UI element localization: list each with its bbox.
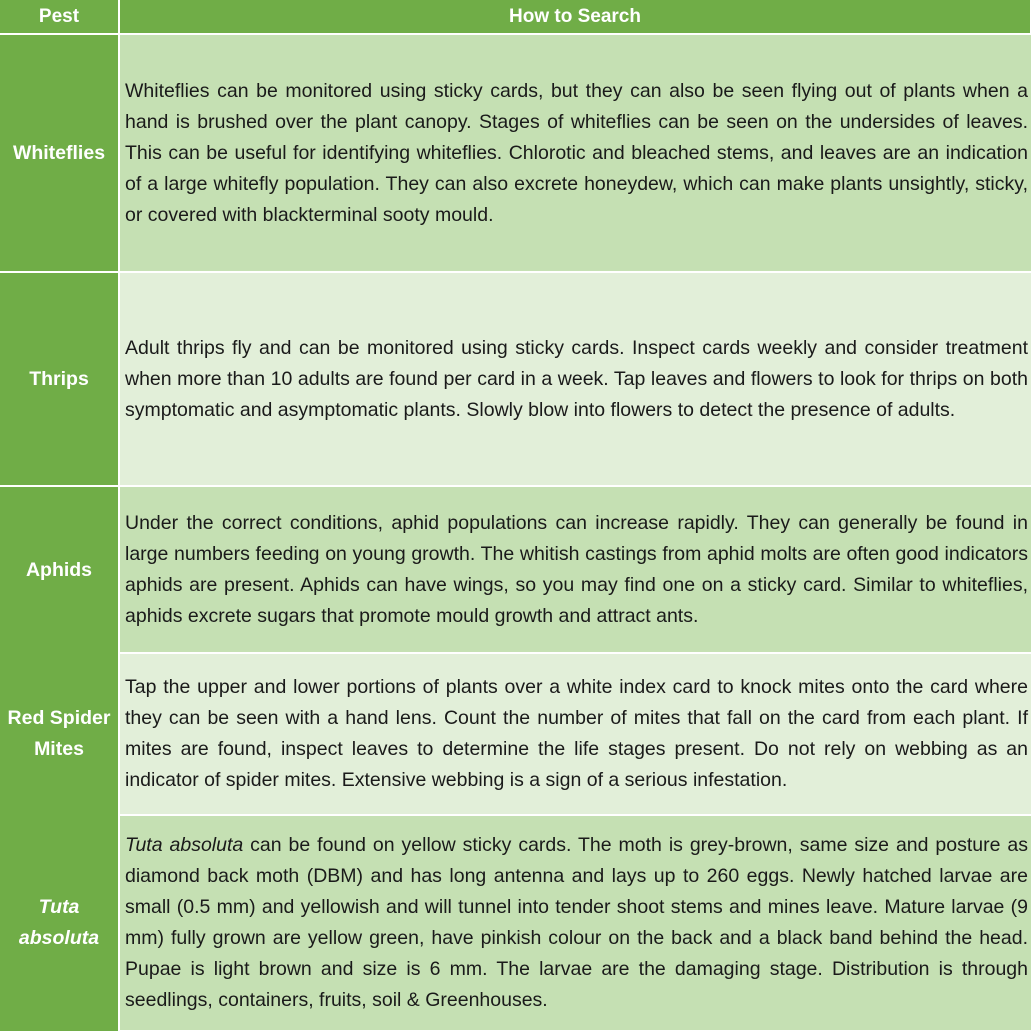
search-description-thrips: Adult thrips fly and can be monitored using sticky cards. Inspect cards weekly and consider treatment when more than 10 adults are found per card in a week. Tap leaves and flowers to look for thrips on both symptomatic and asymptomatic plants. Slowly blow into flowers to detect the presence of adults. xyxy=(119,272,1031,486)
pest-name-red-spider-mites xyxy=(0,653,119,815)
table-row-thrips xyxy=(0,272,1031,486)
species-name-italic: Tuta absoluta xyxy=(125,834,244,856)
pest-name-tuta-absoluta xyxy=(0,815,119,1031)
pest-column-header: Pest xyxy=(0,0,119,34)
pest-name-aphids: Aphids xyxy=(0,486,119,653)
table-header-row xyxy=(0,0,1031,34)
table-row-tuta-absoluta xyxy=(0,815,1031,1031)
description-text: can be found on yellow sticky cards. The moth is grey-brown, same size and posture as diamond back moth (DBM) and has long antenna and lays up to 260 eggs. Newly hatched larvae are small (0.5 mm) and yellowish and will tunnel into tender shoot stems and mines leave. Mature larvae (9 mm) fully grown are yellow green, have pinkish colour on the back and a black band behind the head. Pupae is light brown and size is 6 mm. The larvae are the damaging stage. Distribution is through seedlings, containers, fruits, soil & Greenhouses. xyxy=(125,834,1028,1011)
table-row-whiteflies xyxy=(0,34,1031,272)
search-description-whiteflies: Whiteflies can be monitored using sticky cards, but they can also be seen flying out of plants when a hand is brushed over the plant canopy. Stages of whiteflies can be seen on the undersides of leaves. This can be useful for identifying whiteflies. Chlorotic and bleached stems, and leaves are an indication of a large whitefly population. They can also excrete honeydew, which can make plants unsightly, sticky, or covered with blackterminal sooty mould. xyxy=(119,34,1031,272)
pest-name-whiteflies: Whiteflies xyxy=(0,34,119,272)
search-description-tuta-absoluta xyxy=(119,815,1031,1031)
table-row-red-spider-mites xyxy=(0,653,1031,815)
how-to-search-column-header: How to Search xyxy=(119,0,1031,34)
pest-name-line: Mites xyxy=(34,738,84,760)
pest-name-thrips: Thrips xyxy=(0,272,119,486)
pest-name-line: Tuta xyxy=(38,896,80,918)
pest-name-line: absoluta xyxy=(18,927,100,949)
search-description-aphids: Under the correct conditions, aphid populations can increase rapidly. They can generally be found in large numbers feeding on young growth. The whitish castings from aphid molts are often good indicators aphids are present. Aphids can have wings, so you may find one on a sticky card. Similar to whiteflies, aphids excrete sugars that promote mould growth and attract ants. xyxy=(119,486,1031,653)
search-description-red-spider-mites: Tap the upper and lower portions of plants over a white index card to knock mites onto the card where they can be seen with a hand lens. Count the number of mites that fall on the card from each plant. If mites are found, inspect leaves to determine the life stages present. Do not rely on webbing as an indicator of spider mites. Extensive webbing is a sign of a serious infestation. xyxy=(119,653,1031,815)
table-row-aphids xyxy=(0,486,1031,653)
pest-name-line: Red Spider xyxy=(7,707,111,729)
